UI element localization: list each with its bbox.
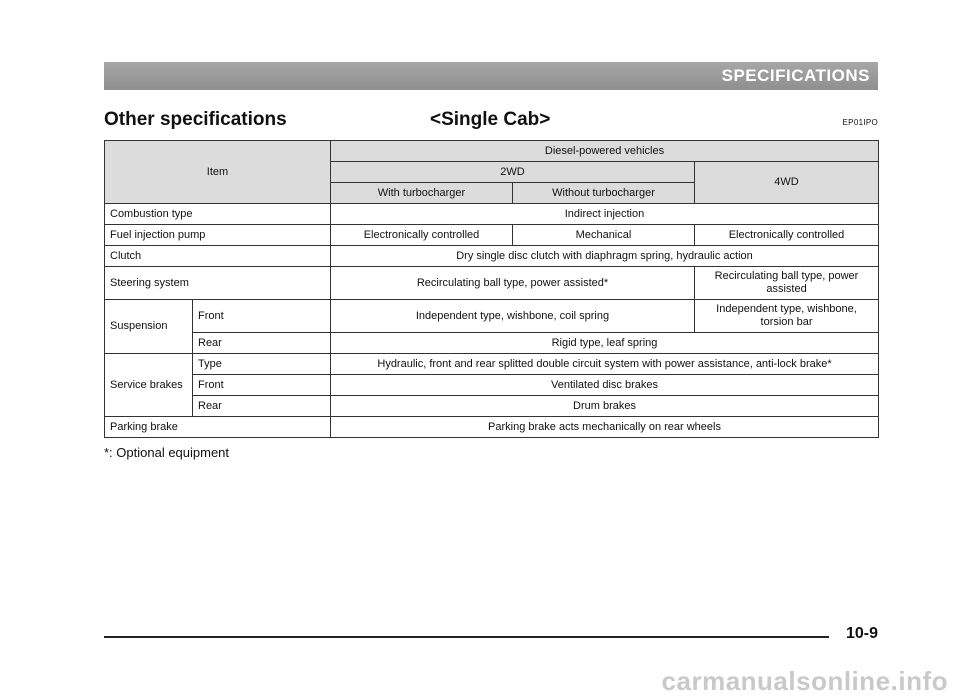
combustion-value: Indirect injection <box>331 204 879 225</box>
combustion-label: Combustion type <box>105 204 331 225</box>
clutch-value: Dry single disc clutch with diaphragm spring, hydraulic action <box>331 246 879 267</box>
page-heading: Other specifications <box>104 109 287 130</box>
fuel-pump-with-turbo: Electronically controlled <box>331 225 513 246</box>
brakes-type-label: Type <box>193 354 331 375</box>
table-row <box>105 300 879 333</box>
watermark: carmanualsonline.info <box>661 666 948 696</box>
table-row <box>105 267 879 300</box>
steering-four-wd: Recirculating ball type, power assisted <box>695 267 879 300</box>
brakes-front-label: Front <box>193 375 331 396</box>
footnote: *: Optional equipment <box>104 445 230 460</box>
fuel-pump-without-turbo: Mechanical <box>513 225 695 246</box>
service-brakes-label: Service brakes <box>105 354 193 417</box>
parking-brake-value: Parking brake acts mechanically on rear wheels <box>331 417 879 438</box>
fuel-pump-four-wd: Electronically controlled <box>695 225 879 246</box>
table-row <box>105 417 879 438</box>
table-row <box>105 246 879 267</box>
steering-label: Steering system <box>105 267 331 300</box>
specifications-table <box>104 140 879 438</box>
page-number: 10-9 <box>845 625 878 642</box>
reference-code: EP01IPO <box>842 118 878 127</box>
item-header: Item <box>105 141 331 204</box>
without-turbo-header: Without turbocharger <box>513 183 695 204</box>
suspension-label: Suspension <box>105 300 193 354</box>
brakes-front-value: Ventilated disc brakes <box>331 375 879 396</box>
parking-brake-label: Parking brake <box>105 417 331 438</box>
table-header-row <box>105 141 879 162</box>
page-subheading: <Single Cab> <box>430 109 551 130</box>
table-row <box>105 375 879 396</box>
two-wd-header: 2WD <box>331 162 695 183</box>
suspension-front-four-wd: Independent type, wishbone, torsion bar <box>695 300 879 333</box>
suspension-front-two-wd: Independent type, wishbone, coil spring <box>331 300 695 333</box>
four-wd-header: 4WD <box>695 162 879 204</box>
fuel-pump-label: Fuel injection pump <box>105 225 331 246</box>
section-title: SPECIFICATIONS <box>721 66 870 85</box>
steering-two-wd: Recirculating ball type, power assisted* <box>331 267 695 300</box>
footer-rule <box>104 636 829 638</box>
with-turbo-header: With turbocharger <box>331 183 513 204</box>
table-row <box>105 354 879 375</box>
brakes-rear-label: Rear <box>193 396 331 417</box>
suspension-front-label: Front <box>193 300 331 333</box>
suspension-rear-label: Rear <box>193 333 331 354</box>
brakes-type-value: Hydraulic, front and rear splitted double circuit system with power assistance, anti-lock brake* <box>331 354 879 375</box>
clutch-label: Clutch <box>105 246 331 267</box>
table-row <box>105 225 879 246</box>
table-row <box>105 396 879 417</box>
section-banner <box>104 62 878 90</box>
brakes-rear-value: Drum brakes <box>331 396 879 417</box>
table-row <box>105 333 879 354</box>
suspension-rear-value: Rigid type, leaf spring <box>331 333 879 354</box>
table-row <box>105 204 879 225</box>
diesel-header: Diesel-powered vehicles <box>331 141 879 162</box>
